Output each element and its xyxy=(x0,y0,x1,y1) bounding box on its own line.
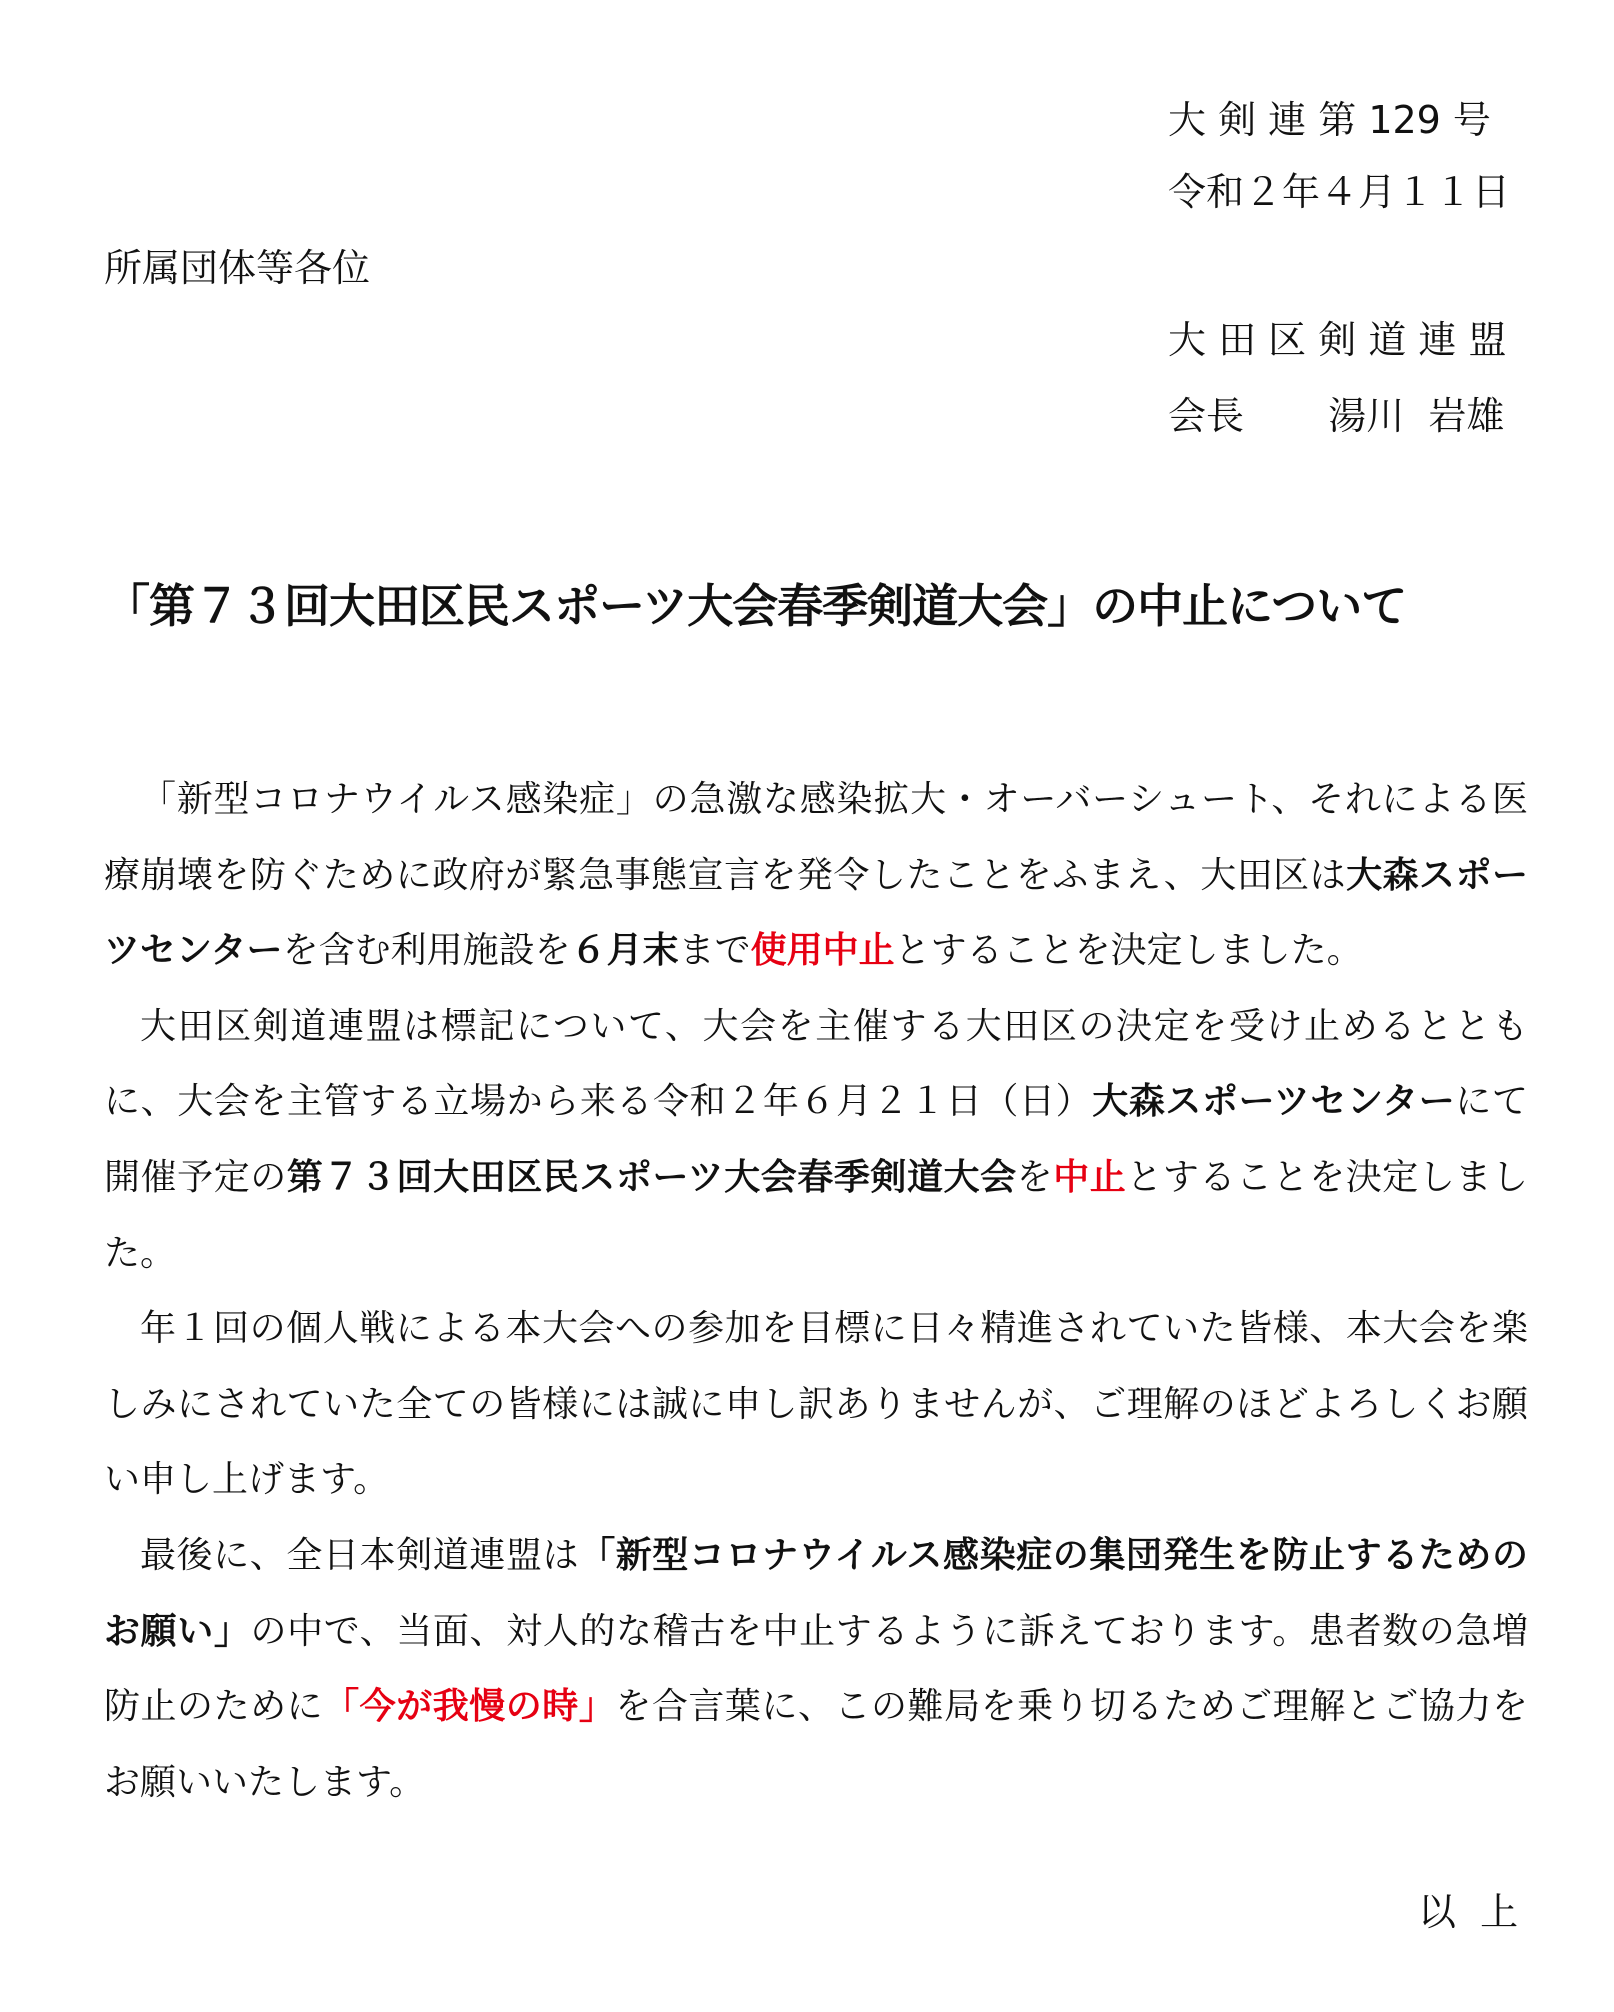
paragraph-3 xyxy=(104,1291,1528,1518)
sender-title: 会長 xyxy=(1168,394,1245,438)
red-emphasis: 中止 xyxy=(1053,1156,1127,1198)
paragraph-4 xyxy=(104,1518,1528,1820)
document-body xyxy=(104,762,1528,1820)
bold-text: 大森スポーツセンター xyxy=(1092,1081,1456,1123)
paragraph-2 xyxy=(104,989,1528,1291)
red-emphasis: 「今が我慢の時」 xyxy=(323,1686,616,1728)
bold-text: 第７３回大田区民スポーツ大会春季剣道大会 xyxy=(286,1156,1017,1198)
bold-text: ６月末 xyxy=(570,930,679,972)
document-number: 大 剣 連 第 129 号 xyxy=(1168,98,1491,142)
document-date: 令和２年４月１１日 xyxy=(1168,170,1511,214)
document-title: 「第７３回大田区民スポーツ大会春季剣道大会」の中止について xyxy=(104,579,1407,633)
text: とすることを決定しました。 xyxy=(894,930,1363,972)
text: まで xyxy=(678,930,751,972)
text: を合言葉に、この難局を乗り切るためご理解とご協力をお願いいたします。 xyxy=(104,1686,1528,1803)
sender-signature xyxy=(1168,394,1528,438)
text: を含む利用施設を xyxy=(282,930,571,972)
paragraph-1 xyxy=(104,762,1528,989)
bold-text: 「新型コロナウイルス感染症の集団発生を防止するためのお願い」 xyxy=(104,1534,1528,1652)
text: 大田区剣道連盟は標記について、大会を主催する大田区の決定を受け止めるとともに、大会を主管する立場から来る令和２年６月２１日（日） xyxy=(104,1005,1528,1123)
sender-organization: 大 田 区 剣 道 連 盟 xyxy=(1168,318,1507,362)
bold-text: 大森スポーツセンター xyxy=(104,854,1528,972)
addressee: 所属団体等各位 xyxy=(104,246,371,290)
text: にて開催予定の xyxy=(104,1081,1528,1198)
text: 「新型コロナウイルス感染症」の急激な感染拡大・オーバーシュート、それによる医療崩壊を防ぐために政府が緊急事態宣言を発令したことをふまえ、大田区は xyxy=(104,779,1528,896)
text: を xyxy=(1016,1156,1054,1198)
text: 最後に、全日本剣道連盟は xyxy=(140,1534,580,1576)
red-emphasis: 使用中止 xyxy=(750,930,895,972)
sender-name: 湯川 岩雄 xyxy=(1328,394,1505,438)
text: 年１回の個人戦による本大会への参加を目標に日々精進されていた皆様、本大会を楽しみにされていた全ての皆様には誠に申し訳ありませんが、ご理解のほどよろしくお願い申し上げます。 xyxy=(104,1308,1528,1501)
text: とすることを決定しました。 xyxy=(104,1156,1528,1274)
closing-mark: 以 上 xyxy=(1418,1890,1519,1934)
text: の中で、当面、対人的な稽古を中止するように訴えております。患者数の急増防止のために xyxy=(104,1610,1528,1728)
